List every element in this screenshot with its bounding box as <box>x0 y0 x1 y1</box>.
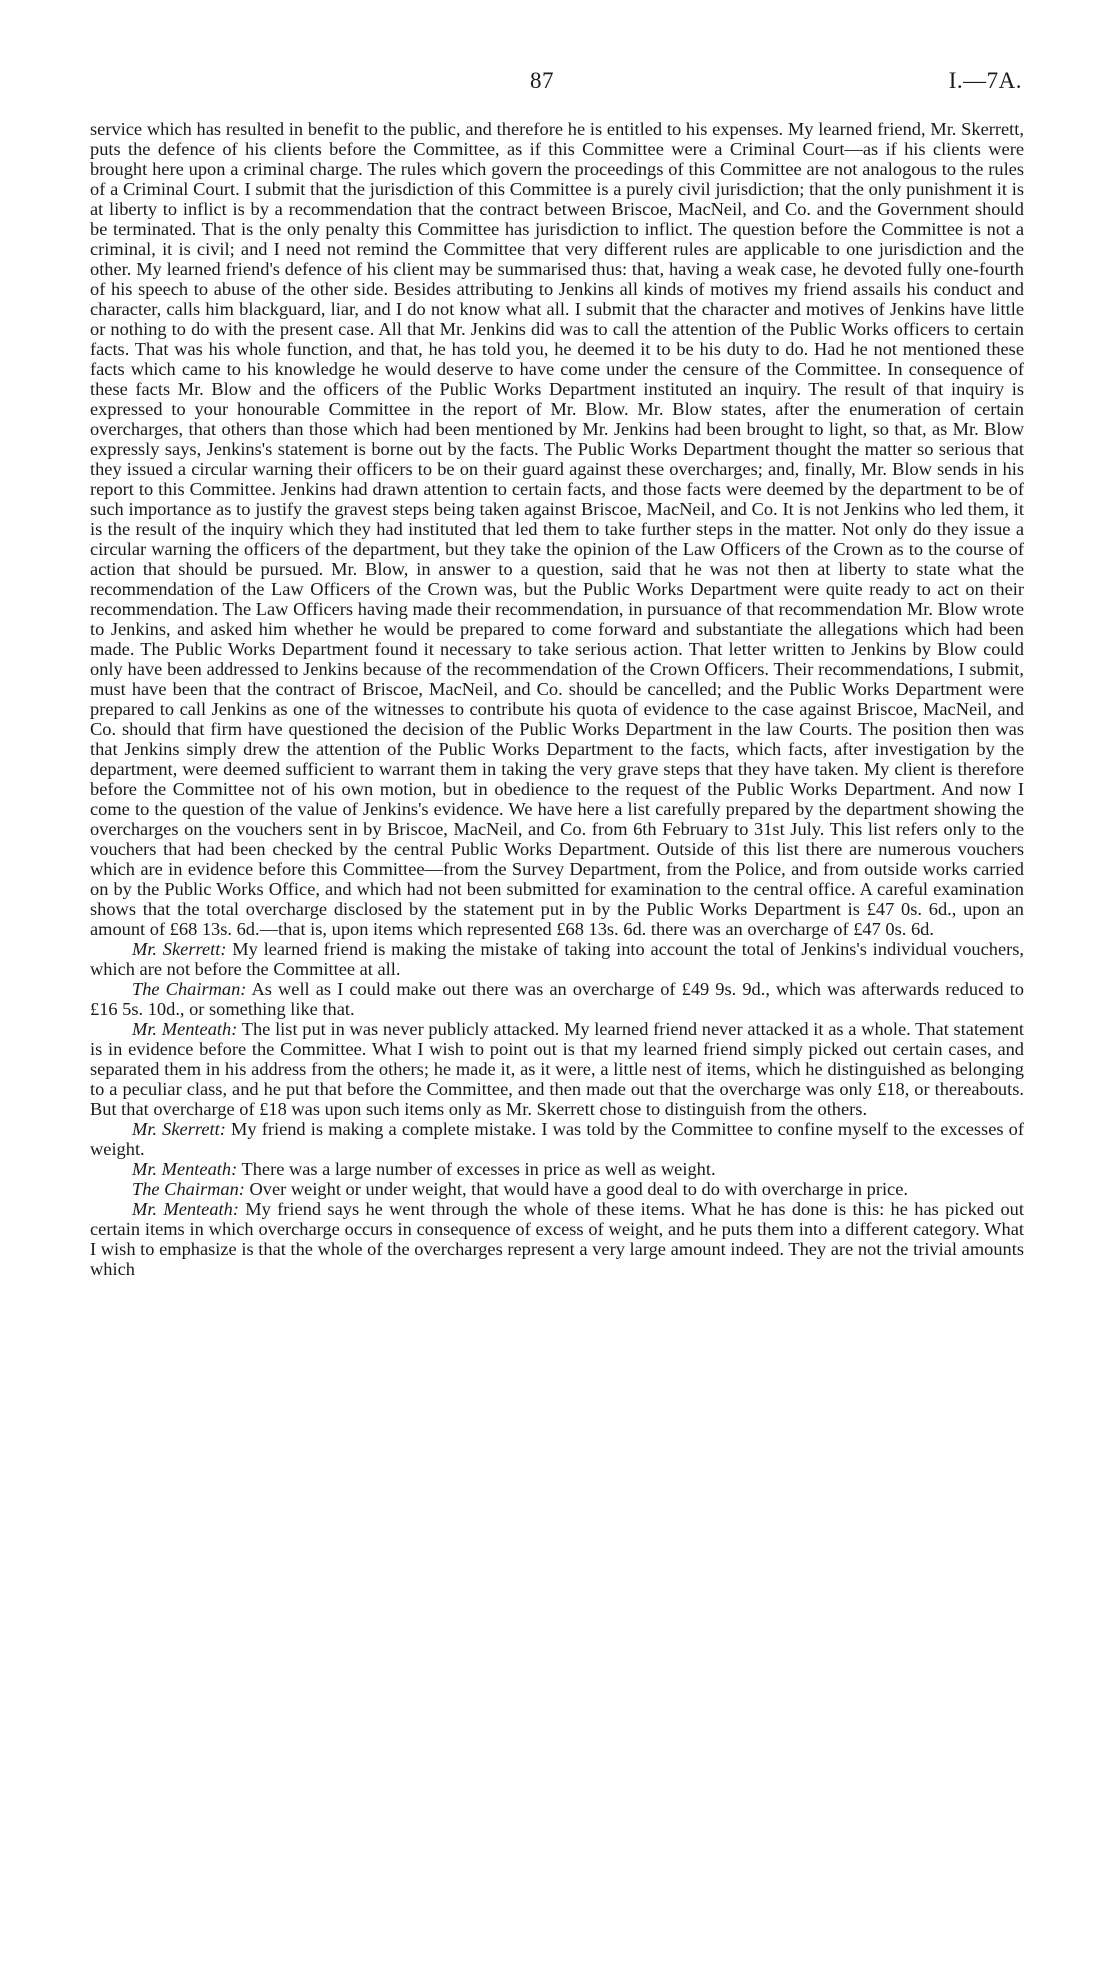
speaker-name: Mr. Menteath: <box>132 1019 238 1039</box>
speech-text: There was a large number of excesses in price as well as weight. <box>241 1159 716 1179</box>
paragraph-text: service which has resulted in benefit to the public, and therefore he is entitled to his expenses. My learned friend, Mr. Skerrett, puts the defence of his clients before the Committee, as if this Committee were a Criminal Court—as if his clients were brought here upon a criminal charge. The rules which govern the proceedings of this Committee are not analogous to the rules of a Criminal Court. I submit that the jurisdiction of this Committee is a purely civil jurisdiction; that the only punishment it is at liberty to inflict is by a recommendation that the contract between Briscoe, MacNeil, and Co. and the Government should be terminated. That is the only penalty this Committee has jurisdiction to inflict. The question before the Committee is not a criminal, it is civil; and I need not remind the Committee that very different rules are applicable to one jurisdiction and the other. My learned friend's defence of his client may be summarised thus: that, having a weak case, he devoted fully one-fourth of his speech to abuse of the other side. Besides attributing to Jenkins all kinds of motives my friend assails his conduct and character, calls him blackguard, liar, and I do not know what all. I submit that the character and motives of Jenkins have little or nothing to do with the present case. All that Mr. Jenkins did was to call the attention of the Public Works officers to certain facts. That was his whole function, and that, he has told you, he deemed it to be his duty to do. Had he not mentioned these facts which came to his knowledge he would deserve to have come under the censure of the Committee. In consequence of these facts Mr. Blow and the officers of the Public Works Department instituted an inquiry. The result of that inquiry is expressed to your honourable Committee in the report of Mr. Blow. Mr. Blow states, after the enumeration of certain overcharges, that others than those which had been mentioned by Mr. Jenkins had been brought to light, so that, as Mr. Blow expressly says, Jenkins's statement is borne out by the facts. The Public Works Department thought the matter so serious that they issued a circular warning their officers to be on their guard against these overcharges; and, finally, Mr. Blow sends in his report to this Committee. Jenkins had drawn attention to certain facts, and those facts were deemed by the department to be of such importance as to justify the gravest steps being taken against Briscoe, MacNeil, and Co. It is not Jenkins who led them, it is the result of the inquiry which they had instituted that led them to take further steps in the matter. Not only do they issue a circular warning the officers of the department, but they take the opinion of the Law Officers of the Crown as to the course of action that should be pursued. Mr. Blow, in answer to a question, said that he was not then at liberty to state what the recommendation of the Law Officers of the Crown was, but the Public Works Department were quite ready to act on their recommendation. The Law Officers having made their recommendation, in pursuance of that recommendation Mr. Blow wrote to Jenkins, and asked him whether he would be prepared to come forward and substantiate the allegations which had been made. The Public Works Department found it necessary to take serious action. That letter written to Jenkins by Blow could only have been addressed to Jenkins because of the recommendation of the Crown Officers. Their recommendations, I submit, must have been that the contract of Briscoe, MacNeil, and Co. should be cancelled; and the Public Works Department were prepared to call Jenkins as one of the witnesses to contribute his quota of evidence to the case against Briscoe, MacNeil, and Co. should that firm have questioned the decision of the Public Works Department in the law Courts. The position then was that Jenkins simply drew the attention of the Public Works Department to the facts, which facts, after investigation by the department, were deemed sufficient to warrant them in taking the very grave steps that they have taken. My client is therefore before the Committee not of his own motion, but in obedience to the request of the Public Works Department. And now I come to the question of the value of Jenkins's evidence. We have here a list carefully prepared by the department showing the overcharges on the vouchers sent in by Briscoe, MacNeil, and Co. from 6th February to 31st July. This list refers only to the vouchers that had been checked by the central Public Works Department. Outside of this list there are numerous vouchers which are in evidence before this Committee—from the Survey Department, from the Police, and from outside works carried on by the Public Works Office, and which had not been submitted for examination to the central office. A careful examination shows that the total overcharge disclosed by the statement put in by the Public Works Department is £47 0s. 6d., upon an amount of £68 13s. 6d.—that is, upon items which represented £68 13s. 6d. there was an overcharge of £47 0s. 6d. <box>90 119 1024 939</box>
speech-text: Over weight or under weight, that would have a good deal to do with overcharge in price. <box>249 1179 908 1199</box>
speech-text: My friend says he went through the whole of these items. What he has done is this: he has picked out certain items in which overcharge occurs in consequence of excess of weight, and he puts them into a different category. What I wish to emphasize is that the whole of the overcharges represent a very large amount indeed. They are not the trivial amounts which <box>90 1199 1024 1279</box>
page-header <box>0 68 1114 108</box>
speech-paragraph <box>90 1119 1024 1159</box>
speech-text: The list put in was never publicly attacked. My learned friend never attacked it as a whole. That statement is in evidence before the Committee. What I wish to point out is that my learned friend simply picked out certain cases, and separated them in his address from the others; he made it, as it were, a little nest of items, which he distinguished as belonging to a peculiar class, and he put that before the Committee, and then made out that the overcharge was only £18, or thereabouts. But that overcharge of £18 was upon such items only as Mr. Skerrett chose to distinguish from the others. <box>90 1019 1025 1119</box>
speaker-name: Mr. Menteath: <box>132 1199 239 1219</box>
speech-paragraph <box>90 939 1024 979</box>
speaker-name: Mr. Skerrett: <box>132 1119 226 1139</box>
speech-paragraph <box>90 979 1024 1019</box>
speech-paragraph <box>90 1199 1024 1279</box>
speech-paragraph <box>90 1179 1024 1199</box>
speech-text: My learned friend is making the mistake of taking into account the total of Jenkins's individual vouchers, which are not before the Committee at all. <box>90 939 1024 979</box>
speaker-name: The Chairman: <box>132 979 247 999</box>
document-reference: I.—7A. <box>948 68 1022 93</box>
speech-paragraph <box>90 1159 1024 1179</box>
speaker-name: Mr. Skerrett: <box>132 939 227 959</box>
page-number: 87 <box>530 68 554 93</box>
speaker-name: The Chairman: <box>132 1179 245 1199</box>
speech-text: As well as I could make out there was an overcharge of £49 9s. 9d., which was afterwards reduced to £16 5s. 10d., or something like that. <box>90 979 1024 1019</box>
body-text <box>90 119 1024 1279</box>
speech-text: My friend is making a complete mistake. I was told by the Committee to confine myself to the excesses of weight. <box>90 1119 1024 1159</box>
speech-paragraph <box>90 1019 1024 1119</box>
paragraph-opening <box>90 119 1024 939</box>
speaker-name: Mr. Menteath: <box>132 1159 238 1179</box>
